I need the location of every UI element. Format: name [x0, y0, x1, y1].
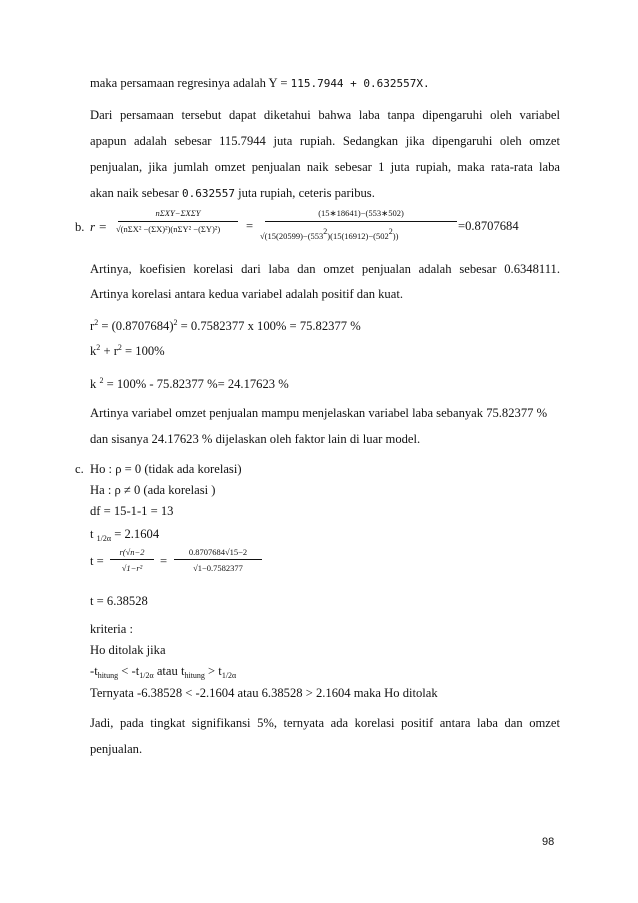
substitution-numerator: (15∗18641)−(553∗502)	[318, 208, 404, 218]
regression-intro-text: maka persamaan regresinya adalah Y =	[90, 76, 291, 90]
r2-exp: 2	[94, 318, 99, 327]
k1-c: = 100%	[121, 344, 165, 358]
t-table-a: t	[90, 527, 97, 541]
interpretation-line-2: apapun adalah sebesar 115.7944 juta rupiah. Sedangkan jika dipengaruhi oleh omzet	[90, 134, 560, 148]
t-sub-numerator: 0.8707684√15−2	[188, 547, 248, 557]
rejection-rule	[90, 664, 236, 680]
k1-a: k	[90, 344, 97, 358]
interpretation-line-4	[90, 186, 375, 201]
conclusion-line-1: Jadi, pada tingkat signifikansi 5%, ternyata ada korelasi positif antara laba dan omzet	[90, 716, 560, 730]
artinya-line-1: Artinya, koefisien korelasi dari laba dan omzet penjualan adalah sebesar 0.6348111.	[90, 262, 560, 276]
alt-hypothesis: Ha : ρ ≠ 0 (ada korelasi )	[90, 483, 216, 497]
t-table-value	[90, 527, 159, 543]
r2-a: r	[90, 319, 95, 333]
k1-exp2: 2	[117, 343, 122, 352]
t-fraction-bar	[110, 559, 154, 560]
k1-b: + r	[100, 344, 118, 358]
k-squared-sum-line	[90, 343, 165, 359]
t-table-sub: 1/2α	[96, 534, 112, 543]
rule-s4: 1/2α	[221, 671, 237, 680]
r-lhs: r =	[90, 219, 108, 234]
k2-a: k	[90, 377, 100, 391]
ternyata-line: Ternyata -6.38528 < -2.1604 atau 6.38528 > 2.1604 maka Ho ditolak	[90, 686, 438, 700]
artinya-line-2: Artinya korelasi antara kedua variabel adalah positif dan kuat.	[90, 287, 403, 301]
section-b-marker: b.	[75, 220, 85, 234]
regression-equation-line	[90, 76, 430, 91]
t-sub-denominator: √1−0.7582377	[193, 563, 243, 573]
null-hypothesis: Ho : ρ = 0 (tidak ada korelasi)	[90, 462, 242, 476]
interpretation-line-4c: juta rupiah, ceteris paribus.	[234, 186, 375, 200]
t-denominator: √1−r²	[121, 563, 143, 573]
substitution-fraction-bar	[265, 221, 457, 222]
formula-denominator: √(nΣX² −(ΣX)²)(nΣY² −(ΣY)²)	[116, 224, 221, 234]
r-squared-line	[90, 318, 361, 334]
slope-value: 0.632557	[181, 187, 235, 200]
substitution-denominator: $√(15(20599)-(553^2)(15(16912)-(502^2))$	[260, 227, 399, 241]
k2-b: = 100% - 75.82377 %= 24.17623 %	[103, 377, 289, 391]
section-c-marker: c.	[75, 462, 84, 476]
t-lhs: t =	[90, 554, 104, 568]
interpretation-line-3: penjualan, jika jumlah omzet penjualan naik sebesar 1 juta rupiah, maka rata-rata laba	[90, 160, 560, 174]
r2-b: = (0.8707684)	[98, 319, 174, 333]
formula-denominator-text: (nΣX² −(ΣX)²)(nΣY² −(ΣY)²)	[120, 224, 221, 234]
k2-exp: 2	[99, 376, 104, 385]
regression-equation: 115.7944 + 0.632557X.	[290, 77, 430, 90]
rule-d: > t	[204, 664, 222, 678]
t-table-b: = 2.1604	[111, 527, 160, 541]
k-squared-value-line	[90, 376, 289, 392]
den2-part-c: ))	[392, 231, 399, 241]
conclusion-line-2: penjualan.	[90, 742, 143, 756]
ho-ditolak-label: Ho ditolak jika	[90, 643, 166, 657]
t-equals: =	[160, 554, 168, 568]
kriteria-label: kriteria :	[90, 622, 134, 636]
sisanya-line: dan sisanya 24.17623 % dijelaskan oleh faktor lain di luar model.	[90, 432, 421, 446]
den2-exp-b: 2	[388, 227, 393, 236]
rule-c: atau t	[153, 664, 185, 678]
interpretation-line-4a: akan naik sebesar	[90, 186, 182, 200]
rule-b: < -t	[118, 664, 140, 678]
rule-s2: 1/2α	[139, 671, 154, 680]
t-sub-fraction-bar	[174, 559, 262, 560]
den2-part-b: )(15(16912)−(502	[327, 231, 389, 241]
interpretation-line-1: Dari persamaan tersebut dapat diketahui bahwa laba tanpa dipengaruhi oleh variabel	[90, 108, 560, 122]
t-numerator: r(√n−2	[119, 547, 145, 557]
formula-fraction-bar	[118, 221, 238, 222]
k1-exp: 2	[96, 343, 101, 352]
rule-s1: hitung	[97, 671, 119, 680]
correlation-result: =0.8707684	[458, 219, 519, 233]
den2-exp-a: 2	[323, 227, 328, 236]
degrees-of-freedom: df = 15-1-1 = 13	[90, 504, 174, 518]
r2-c: = 0.7582377 x 100% = 75.82377 %	[177, 319, 361, 333]
artinya-variabel-line: Artinya variabel omzet penjualan mampu menjelaskan variabel laba sebanyak 75.82377 %	[90, 406, 548, 420]
rule-s3: hitung	[184, 671, 205, 680]
t-result: t = 6.38528	[90, 594, 148, 608]
page-number: 98	[542, 836, 555, 848]
rule-a: -t	[90, 664, 98, 678]
r2-exp2: 2	[173, 318, 178, 327]
formula-numerator: nΣXY−ΣXΣY	[155, 208, 201, 218]
den2-part-a: (15(20599)−(553	[264, 231, 324, 241]
formula-equals: =	[246, 219, 254, 233]
